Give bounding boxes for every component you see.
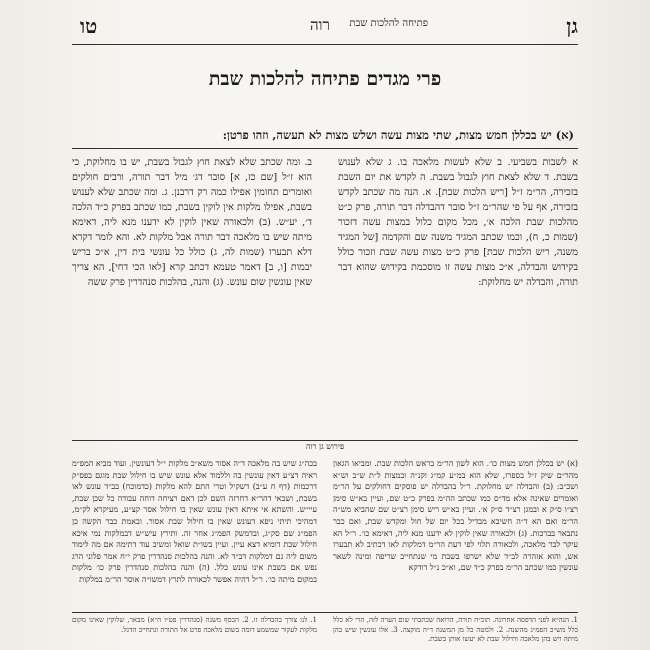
footnote-rule	[72, 612, 578, 613]
main-text-left-column: ב. ומה שכתב שלא לצאת חוץ לגבול בשבת, יש בו מחלוקת, כי הוא ז״ל [שם כז, א] סובר דג׳ מיל דבר תורה, ורבים חולקים ואומרים תחומין אפילו כמה רק דרבנן. ג. ומה שכתב שלא לענוש בשבת, אפילו מלקות אין לוקין בשבת, כמו שכתב בפרק כ״ד הלכה ד׳, יע״ש. (ב) ולכאורה שאין לוקין לא ידענו מנא ליה, דאימא מיתה שיש בו מלאכה דבר תורה אבל מלקות לא. והא לומר דקרא דלא תבערו (שמות לה, ג) כולל כל עונשי בית דין, א״כ בריש יבמות [ו, ב] דאמר טעמא דכתב קרא [לאו הכי דחי], הא צריך שאין עונשין שום עונש. (ג) והנה, בהלכות סנהדרין פרק ששה	[72, 157, 312, 288]
commentary-right-column: (א) יש בכללן חמש מצות כו׳. הוא לשון הר״מ בראש הלכות שבת. ומביאו הגאון מהר״ם שיק ז״ל בספרו, שלא הוא במ״ע קמ״ג וקנ״ה ובמצות ל״ת ש״כ וש״א ושכ״ב: (ב) והבדלה יש מחלוקת. ר״ל בהבדלה יש פוסקים דחולקים על הר״מ ואומרים שאינה אלא מד״ס כמו שכתב הה״מ בפרק כ״ט שם, ועיין בא״ש סימן רצ״ו ס״ק א ובמגן רצ״ד ס״ק א׳. ועיין בא״ש ריש סימן רצ״ט שם שהביא מש״ה הר״מ ואם הא ד״ה חשיבא מבדיל בכל יום של חול ומקדש שבת, ואם כבר נתבאר בברכות. (ג) ולכאורה שאין לוקין לא ידענו מנא ליה, דאימא כו׳. ר״ל הא עיקר לבר מלאכה, ולכאורה תלוי לפי דעת הר״מ דמלקות לאו דכתיב לא תבערו אש, והוא אזהרה לב״ד שלא ישרפו בשבת מי שנתחייב שריפה ומינה לשאר עונשין כמו שכתב הר״מ בפרק כ״ד שם, וא״כ נ״ל דודקא	[333, 459, 578, 573]
commentary-header: פירוש גן רוה	[305, 442, 345, 451]
page-title: פרי מגדים פתיחה להלכות שבת	[208, 68, 442, 90]
page-number-right: גן	[566, 14, 578, 38]
lead-paragraph: (א) יש בכללן חמש מצות, שתי מצות עשה ושלש מצות לא תעשה, וזהו פרטן:	[222, 128, 574, 142]
footnotes-right: 1. הנה״א לפני הדפסה אחרונה. תוכ״ה תורה, הרואה שכתבתי שום הערה לזה, הרי לא כלל כלל מש״כ הפמ״ג מהשנה. 2. ולמטה כל מן המשנה ד״ה מוקצה. 3. אלו עונשין שיש בהן מיתה ויש בהן מלאכה וחילול שבת לא יעשו אותן בשבת.	[333, 616, 578, 643]
commentary-rule	[72, 440, 578, 441]
running-header	[80, 14, 578, 40]
header-section: רוה	[310, 16, 330, 34]
header-rule	[72, 44, 578, 45]
header-subtitle: פתיחה להלכות שבת	[349, 18, 428, 29]
footnotes-left: 1. לנו צורך בהבדלה זו. 2. הכסף משנה (סנהדרין פט״ו ה״א) מבאר, שלוקין שאינו מקום מלקות לעקור שמשמע דומה בשום מלאכה פרט אל התורה ונתחייב הדגל.	[72, 616, 317, 634]
commentary-left-column: בכה״ג שיש בה מלאכה ד״ה אסור משא״כ מלקות י״ל דעונשין. ועוד מביא המפ״מ ראיה דצ״ע דאין עונשין בה וללמוד אלא עונש שיש בו חילול שבת מוגם בפס״ק דרכמות (דף ח ע״ב) דשקיל וטרי התם להא מלקות (כדמוכח) בב״ד עונש לאו בשבת, ושבאי דהר״א דחרזה השם לכן דאם רציחה דוחה עבודה כל שכן שבת, עיי״ש. והשתא אי איתא דאין עונש שאין בו חילול אסר קצ״ע, מעיקרא לק״מ, דמהיכי תיתי ניפא דעונש שאין בו חילול שבת אסור. ובאמת כבר הקשה כן הפמ״ג שם סק״ג, ובדמשק הפמ״ג אחר זה. ותירץ עיש״ש דבמלקות נמי איכא חילול שבת דומיא דצא עיין. ועיין בשו״ת שואל ומשיב עוד דתימה אם מה לימוד משום ליה גם דמלקות דב״ד לא. והנה בהלכות סנהדרין פרק י״ח אמר פלוני הרג נפש אם בשבת אינו עונש כלל. (ה) והנה בהלכות סנהדרין פרק כו׳ מלקות במקום מיתה כו׳. ר״ל דהיה אפשר לכאורה לתרץ דמשו״ה אוסר הר״מ במלקות	[72, 459, 317, 584]
main-text-right-column: א לשבות בשביעי. ב שלא לעשות מלאכה בו. ג שלא לענוש בשבת. ד שלא לצאת חוץ לגבול בשבת. ה לקדש את יום השבת בזכירה, הר״מ ז״ל [ריש הלכות שבת]. א. הנה מה שכתב לקדש בזכירה, אף על פי שהר״מ ז״ל סובר דהבדלה דבר תורה, פרק כ״ט מהלכות שבת הלכה א׳, מכל מקום כלול במצות עשה דזכור (שמות כ, ח), וכמו שכתב המגיד משנה שם והקדמה [של המגיד משנה, ריש הלכות שבת] פרק כ״ט מצות עשה שבת וזכור כולל בקידוש והבדלה, א״כ מצות עשה זו מוסכמת בקידוש שהוא דבר תורה, והבדלה יש מחלוקת:	[338, 157, 578, 288]
lead-rule	[72, 148, 578, 149]
page-number-left: טו	[80, 14, 98, 38]
